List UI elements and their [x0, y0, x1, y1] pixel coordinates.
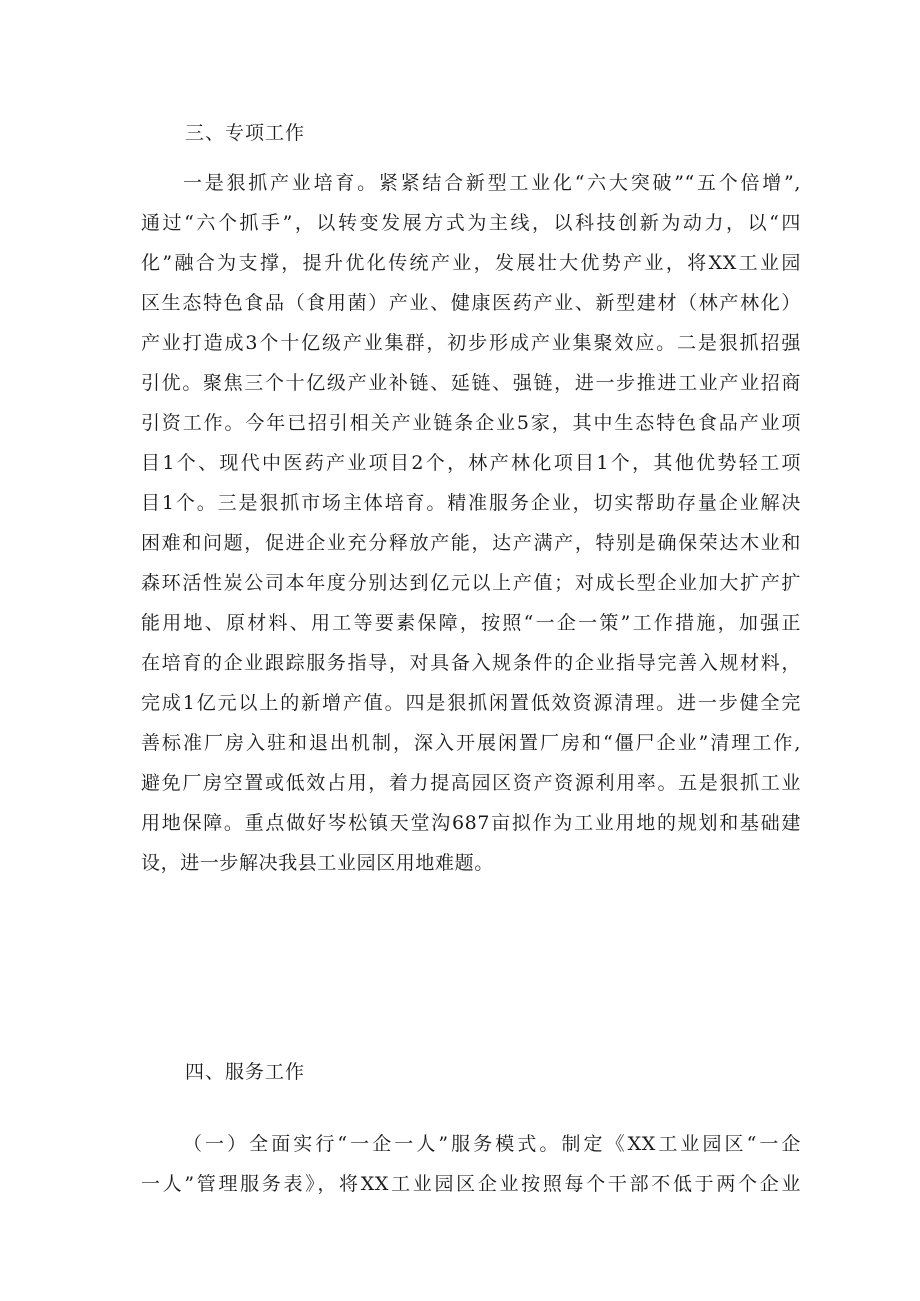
- paragraph-line: 困难和问题，促进企业充分释放产能，达产满产，特别是确保荣达木业和: [141, 532, 801, 554]
- paragraph-line: 森环活性炭公司本年度分别达到亿元以上产值；对成长型企业加大扩产扩: [141, 572, 801, 594]
- paragraph-line: 一是狠抓产业培育。紧紧结合新型工业化“六大突破”“五个倍增”,: [183, 172, 801, 194]
- paragraph-line: 引优。聚焦三个十亿级产业补链、延链、强链，进一步推进工业产业招商: [141, 372, 801, 394]
- paragraph-line: 设，进一步解决我县工业园区用地难题。: [141, 852, 494, 874]
- paragraph-line: 在培育的企业跟踪服务指导，对具备入规条件的企业指导完善入规材料，: [141, 652, 801, 674]
- paragraph-line: 区生态特色食品（食用菌）产业、健康医药产业、新型建材（林产林化）: [141, 292, 801, 314]
- paragraph-line: 用地保障。重点做好岑松镇天堂沟687亩拟作为工业用地的规划和基础建: [141, 812, 801, 834]
- paragraph-line: 一人”管理服务表》，将XX工业园区企业按照每个干部不低于两个企业: [141, 1173, 801, 1195]
- paragraph-line: 产业打造成3个十亿级产业集群，初步形成产业集聚效应。二是狠抓招强: [141, 332, 801, 354]
- paragraph-line: 目1个、现代中医药产业项目2个，林产林化项目1个，其他优势轻工项: [141, 452, 801, 474]
- paragraph-line: 避免厂房空置或低效占用，着力提高园区资产资源利用率。五是狠抓工业: [141, 772, 801, 794]
- paragraph-line: 目1个。三是狠抓市场主体培育。精准服务企业，切实帮助存量企业解决: [141, 492, 801, 514]
- paragraph-line: 完成1亿元以上的新增产值。四是狠抓闲置低效资源清理。进一步健全完: [141, 692, 801, 714]
- paragraph-line: （一）全面实行“一企一人”服务模式。制定《XX工业园区“一企: [183, 1133, 801, 1155]
- paragraph-special-work: [141, 163, 801, 883]
- paragraph-line: 引资工作。今年已招引相关产业链条企业5家，其中生态特色食品产业项: [141, 412, 801, 434]
- paragraph-line: 化”融合为支撑，提升优化传统产业，发展壮大优势产业，将XX工业园: [141, 252, 801, 274]
- paragraph-line: 善标准厂房入驻和退出机制，深入开展闲置厂房和“僵尸企业”清理工作,: [141, 732, 801, 754]
- paragraph-line: 能用地、原材料、用工等要素保障，按照“一企一策”工作措施，加强正: [141, 612, 801, 634]
- section-heading-service-work: 四、服务工作: [185, 1061, 306, 1083]
- paragraph-service-work: [141, 1124, 801, 1204]
- paragraph-line: 通过“六个抓手”，以转变发展方式为主线，以科技创新为动力，以“四: [141, 212, 801, 234]
- section-heading-special-work: 三、专项工作: [185, 122, 306, 144]
